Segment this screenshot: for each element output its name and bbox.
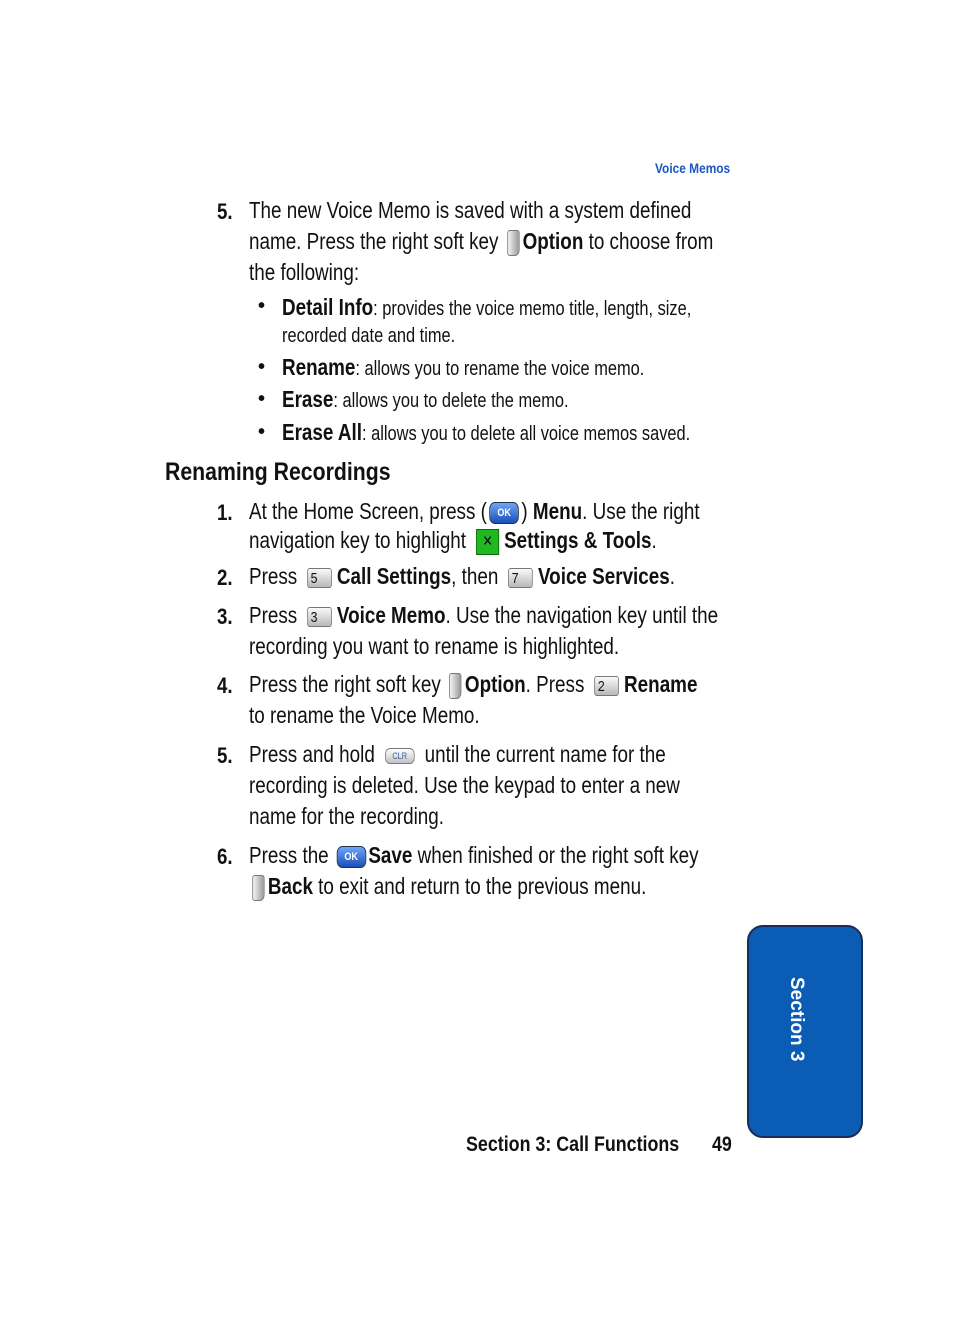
save-label: Save: [368, 842, 413, 868]
running-header: Voice Memos: [655, 160, 731, 176]
call-settings-label: Call Settings: [336, 563, 452, 589]
section-tab-label: Section 3: [786, 977, 807, 1062]
section-tab: [747, 925, 863, 1138]
text: .: [651, 527, 657, 553]
right-soft-key-icon: [507, 230, 519, 256]
voice-services-label: Voice Services: [537, 563, 670, 589]
bullet: •: [258, 388, 266, 410]
step-number: 5.: [217, 199, 233, 224]
text: Press the: [249, 842, 334, 868]
key-2-icon: 2: [595, 676, 620, 696]
step-3-line-1: [249, 600, 718, 631]
key-3-icon: 3: [307, 607, 332, 627]
step-5-line-1: [249, 739, 666, 770]
option-desc: : allows you to rename the voice memo.: [355, 358, 645, 380]
option-term: Erase: [282, 386, 334, 412]
bullet: •: [258, 421, 266, 443]
text: , then: [451, 563, 504, 589]
ok-key-icon: OK: [489, 502, 519, 524]
footer-section-title: Section 3: Call Functions: [466, 1133, 680, 1156]
text: . Use the navigation key until the: [445, 602, 719, 628]
step-5-line-3: name for the recording.: [249, 803, 444, 829]
clr-key-icon: CLR: [385, 748, 415, 764]
step-1-line-2: [249, 525, 657, 556]
right-soft-key-icon: [252, 875, 264, 901]
right-soft-key-icon: [449, 673, 461, 699]
text: Press the right soft key: [249, 671, 447, 697]
option-term: Erase All: [282, 419, 363, 445]
option-label: Option: [464, 671, 526, 697]
step-3-line-2: recording you want to rename is highlighted.: [249, 633, 620, 659]
option-desc: : provides the voice memo title, length, size,: [373, 298, 692, 320]
option-desc-cont: recorded date and time.: [282, 325, 456, 347]
key-7-icon: 7: [508, 568, 533, 588]
option-desc: : allows you to delete all voice memos saved.: [362, 423, 691, 445]
text: Press: [249, 602, 303, 628]
text: to exit and return to the previous menu.: [312, 873, 647, 899]
menu-label: Menu: [532, 498, 583, 524]
step-number: 2.: [217, 565, 233, 590]
text: when finished or the right soft key: [412, 842, 699, 868]
option-item-rename: [282, 352, 644, 385]
text: At the Home Screen, press (: [249, 498, 487, 524]
voice-memo-label: Voice Memo: [336, 602, 446, 628]
step-4-line-2: to rename the Voice Memo.: [249, 702, 480, 728]
page-number: 49: [712, 1133, 732, 1156]
option-desc: : allows you to delete the memo.: [333, 390, 569, 412]
step-6-line-1: [249, 840, 699, 871]
step-4-line-1: [249, 669, 697, 700]
step-text: The new Voice Memo is saved with a system defined: [249, 197, 692, 223]
step-number: 4.: [217, 673, 233, 698]
rename-label: Rename: [624, 671, 698, 697]
step-5-line-2: recording is deleted. Use the keypad to enter a new: [249, 772, 680, 798]
bullet: •: [258, 356, 266, 378]
ok-key-icon: OK: [336, 846, 366, 868]
step-number: 1.: [217, 500, 233, 525]
key-5-icon: 5: [307, 568, 332, 588]
step-text: the following:: [249, 259, 360, 285]
settings-tools-icon: ✕: [476, 529, 499, 555]
step-number: 5.: [217, 743, 233, 768]
back-label: Back: [267, 873, 313, 899]
text: navigation key to highlight: [249, 527, 472, 553]
text: . Use the right: [582, 498, 700, 524]
text: name. Press the right soft key: [249, 228, 504, 254]
step-number: 3.: [217, 604, 233, 629]
step-1-line-1: [249, 496, 700, 527]
settings-tools-label: Settings & Tools: [504, 527, 652, 553]
step-5-intro: [249, 195, 739, 295]
option-term: Detail Info: [282, 294, 374, 320]
step-2-line: [249, 561, 675, 592]
text: Press and hold: [249, 741, 381, 767]
option-item-erase-all: [282, 417, 690, 450]
step-text-line: [249, 226, 713, 257]
option-label: Option: [522, 228, 584, 254]
bullet: •: [258, 295, 266, 317]
step-6-line-2: [249, 871, 646, 902]
option-item-erase: [282, 384, 569, 417]
step-number: 6.: [217, 844, 233, 869]
text: until the current name for the: [419, 741, 666, 767]
option-term: Rename: [282, 354, 356, 380]
text: ): [521, 498, 533, 524]
text: Press: [249, 563, 303, 589]
section-heading: Renaming Recordings: [165, 458, 391, 486]
text: to choose from: [583, 228, 714, 254]
text: . Press: [525, 671, 590, 697]
text: .: [669, 563, 676, 589]
